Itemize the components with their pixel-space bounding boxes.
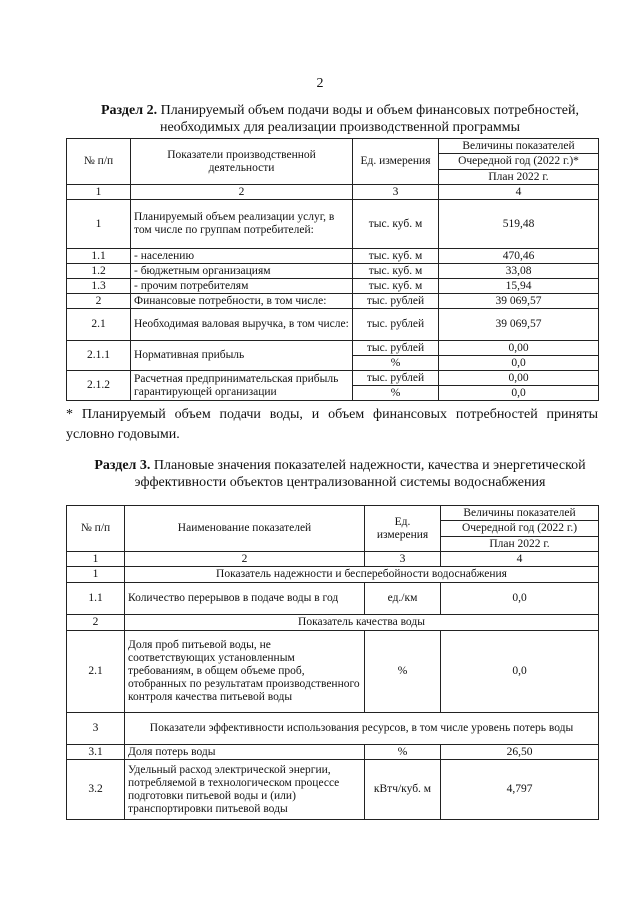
row-value: 4,797 bbox=[441, 760, 599, 820]
table-row bbox=[67, 249, 599, 264]
row-unit: ед./км bbox=[365, 583, 441, 615]
row-num: 3.2 bbox=[67, 760, 125, 820]
group-title: Показатель качества воды bbox=[125, 615, 599, 631]
table-row bbox=[67, 279, 599, 294]
group-row bbox=[67, 567, 599, 583]
colnum: 2 bbox=[131, 185, 353, 200]
header-indicator: Показатели производственной деятельности bbox=[131, 139, 353, 185]
table-row bbox=[67, 309, 599, 341]
row-name: Доля проб питьевой воды, не соответствующих установленным требованиям, в общем объеме проб, отобранных по результатам производственного контроля качества питьевой воды bbox=[125, 631, 365, 713]
header-plan: План 2022 г. bbox=[441, 537, 599, 552]
table-row bbox=[67, 760, 599, 820]
group-row bbox=[67, 615, 599, 631]
row-value: 26,50 bbox=[441, 745, 599, 760]
row-value: 0,0 bbox=[441, 631, 599, 713]
group-num: 3 bbox=[67, 713, 125, 745]
row-num: 2 bbox=[67, 294, 131, 309]
header-num: № п/п bbox=[67, 139, 131, 185]
row-num: 1 bbox=[67, 200, 131, 249]
row-value: 0,00 bbox=[439, 341, 599, 356]
group-row bbox=[67, 713, 599, 745]
row-name: Финансовые потребности, в том числе: bbox=[131, 294, 353, 309]
row-num: 1.1 bbox=[67, 583, 125, 615]
section2-table bbox=[66, 138, 599, 401]
row-value: 33,08 bbox=[439, 264, 599, 279]
row-name: Количество перерывов в подаче воды в год bbox=[125, 583, 365, 615]
row-unit: тыс. рублей bbox=[353, 309, 439, 341]
header-num: № п/п bbox=[67, 506, 125, 552]
colnum: 3 bbox=[365, 552, 441, 567]
row-unit: кВтч/куб. м bbox=[365, 760, 441, 820]
row-value: 0,0 bbox=[441, 583, 599, 615]
group-num: 1 bbox=[67, 567, 125, 583]
row-num: 1.1 bbox=[67, 249, 131, 264]
row-value: 0,0 bbox=[439, 386, 599, 401]
row-value: 519,48 bbox=[439, 200, 599, 249]
section3-title-label: Раздел 3. bbox=[94, 458, 151, 473]
row-unit: тыс. куб. м bbox=[353, 264, 439, 279]
row-unit: тыс. рублей bbox=[353, 371, 439, 386]
row-num: 2.1 bbox=[67, 631, 125, 713]
row-name: Планируемый объем реализации услуг, в том числе по группам потребителей: bbox=[131, 200, 353, 249]
row-value: 0,0 bbox=[439, 356, 599, 371]
group-num: 2 bbox=[67, 615, 125, 631]
row-name: - населению bbox=[131, 249, 353, 264]
row-num: 1.2 bbox=[67, 264, 131, 279]
group-title: Показатель надежности и бесперебойности водоснабжения bbox=[125, 567, 599, 583]
section3-table bbox=[66, 505, 599, 820]
header-next-year: Очередной год (2022 г.) bbox=[441, 521, 599, 537]
row-num: 3.1 bbox=[67, 745, 125, 760]
row-value: 39 069,57 bbox=[439, 294, 599, 309]
section2-title-label: Раздел 2. bbox=[101, 103, 158, 118]
header-values: Величины показателей bbox=[439, 139, 599, 154]
row-unit: тыс. куб. м bbox=[353, 249, 439, 264]
row-value: 39 069,57 bbox=[439, 309, 599, 341]
row-name: - бюджетным организациям bbox=[131, 264, 353, 279]
colnum: 4 bbox=[441, 552, 599, 567]
row-unit: % bbox=[353, 386, 439, 401]
row-unit: тыс. рублей bbox=[353, 341, 439, 356]
section2-title-text: Планируемый объем подачи воды и объем финансовых потребностей, необходимых для реализации производственной программы bbox=[157, 103, 579, 135]
table-row bbox=[67, 583, 599, 615]
row-num: 2.1.1 bbox=[67, 341, 131, 371]
row-unit: % bbox=[353, 356, 439, 371]
row-name: Нормативная прибыль bbox=[131, 341, 353, 371]
row-name: Удельный расход электрической энергии, потребляемой в технологическом процессе подготовки питьевой воды и (или) транспортировки питьевой воды bbox=[125, 760, 365, 820]
row-num: 2.1 bbox=[67, 309, 131, 341]
row-num: 2.1.2 bbox=[67, 371, 131, 401]
section3-title bbox=[66, 457, 614, 491]
row-name: Необходимая валовая выручка, в том числе: bbox=[131, 309, 353, 341]
row-name: Доля потерь воды bbox=[125, 745, 365, 760]
row-value: 15,94 bbox=[439, 279, 599, 294]
group-title: Показатели эффективности использования ресурсов, в том числе уровень потерь воды bbox=[125, 713, 599, 745]
footnote: * Планируемый объем подачи воды, и объем финансовых потребностей приняты условно годовыми. bbox=[66, 407, 598, 442]
row-unit: % bbox=[365, 745, 441, 760]
section2-title bbox=[66, 102, 614, 136]
table-row bbox=[67, 264, 599, 279]
header-plan: План 2022 г. bbox=[439, 170, 599, 185]
table-row bbox=[67, 631, 599, 713]
table-row bbox=[67, 371, 599, 386]
row-unit: тыс. рублей bbox=[353, 294, 439, 309]
header-unit: Ед. измерения bbox=[353, 139, 439, 185]
colnum: 3 bbox=[353, 185, 439, 200]
row-unit: % bbox=[365, 631, 441, 713]
table-row bbox=[67, 294, 599, 309]
colnum: 1 bbox=[67, 185, 131, 200]
page-number: 2 bbox=[316, 76, 324, 91]
header-unit: Ед. измерения bbox=[365, 506, 441, 552]
header-indicator: Наименование показателей bbox=[125, 506, 365, 552]
row-name: Расчетная предпринимательская прибыль гарантирующей организации bbox=[131, 371, 353, 401]
colnum: 2 bbox=[125, 552, 365, 567]
table-row bbox=[67, 341, 599, 356]
colnum: 4 bbox=[439, 185, 599, 200]
section3-title-text: Плановые значения показателей надежности, качества и энергетической эффективности объектов централизованной системы водоснабжения bbox=[134, 458, 586, 490]
row-name: - прочим потребителям bbox=[131, 279, 353, 294]
header-values: Величины показателей bbox=[441, 506, 599, 521]
row-unit: тыс. куб. м bbox=[353, 279, 439, 294]
colnum: 1 bbox=[67, 552, 125, 567]
row-value: 0,00 bbox=[439, 371, 599, 386]
table-row bbox=[67, 200, 599, 249]
row-value: 470,46 bbox=[439, 249, 599, 264]
header-next-year: Очередной год (2022 г.)* bbox=[439, 154, 599, 170]
table-row bbox=[67, 745, 599, 760]
row-num: 1.3 bbox=[67, 279, 131, 294]
row-unit: тыс. куб. м bbox=[353, 200, 439, 249]
